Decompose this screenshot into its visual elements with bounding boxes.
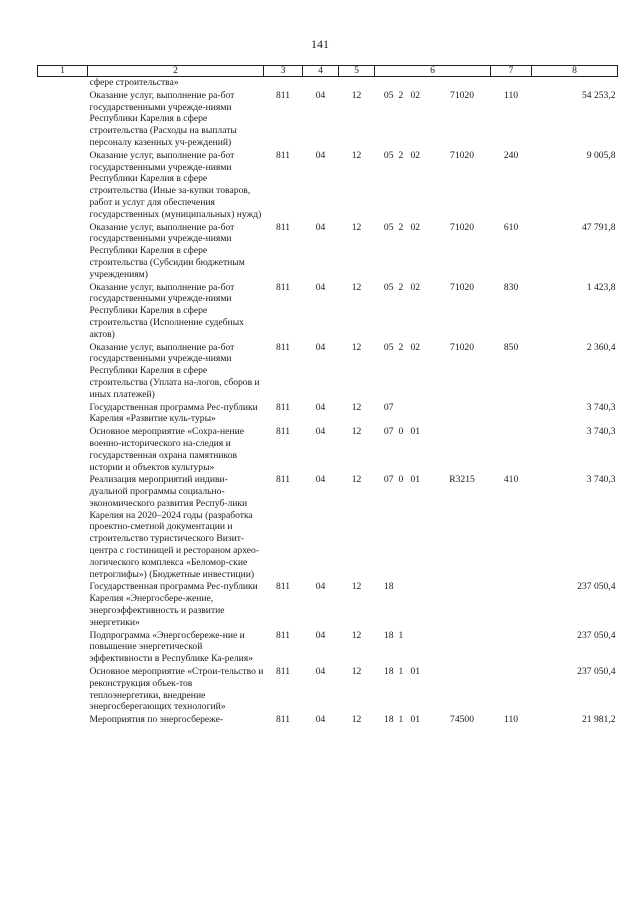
code-col-1 — [38, 90, 88, 150]
program-code: 07 — [383, 401, 394, 413]
header-col-1: 1 — [38, 66, 88, 77]
direction-code: 71020 — [450, 281, 475, 293]
program-code: 18 — [383, 581, 394, 593]
measure-code — [410, 402, 434, 427]
subsection-code: 12 — [351, 714, 362, 726]
header-col-7: 7 — [491, 66, 532, 77]
section-code: 04 — [315, 714, 326, 726]
ministry-code: 811 — [275, 474, 291, 486]
measure-code — [410, 581, 434, 629]
measure-code: 01 — [410, 714, 421, 726]
amount — [532, 77, 618, 90]
amount: 3 740,3 — [586, 401, 616, 413]
section-code: 04 — [315, 474, 326, 486]
row-description: Основное мероприятие «Строи-тельство и реконструкция объек-тов теплоэнергетики, внедрение энергосберегающих технологий» — [89, 666, 264, 713]
expense-type-code — [491, 630, 532, 666]
subsection-code: 12 — [351, 666, 362, 678]
expense-type-code: 110 — [504, 89, 519, 101]
section-code: 04 — [315, 401, 326, 413]
subsection-code: 12 — [351, 89, 362, 101]
row-description: Основное мероприятие «Сохра-нение военно-исторического на-следия и государственная охрана памятников истории и объектов культуры» — [89, 426, 244, 473]
measure-code: 01 — [410, 426, 421, 438]
direction-code — [434, 77, 491, 90]
subsection-code: 12 — [351, 474, 362, 486]
expense-type-code — [491, 77, 532, 90]
program-code: 07 — [383, 474, 394, 486]
code-col-1 — [38, 630, 88, 666]
expense-type-code: 240 — [503, 149, 519, 161]
row-description: Оказание услуг, выполнение ра-бот государственными учрежде-ниями Республики Карелия в сфере строительства (Субсидии бюджетным учреждениям) — [89, 221, 245, 280]
table-row — [38, 714, 618, 727]
section-code: 04 — [315, 581, 326, 593]
subprogram-code: 1 — [398, 629, 404, 641]
table-row — [38, 630, 618, 666]
measure-code: 01 — [410, 666, 421, 678]
row-description: Оказание услуг, выполнение ра-бот государственными учрежде-ниями Республики Карелия в сфере строительства (Расходы на выплаты персоналу казенных уч-реждений) — [89, 89, 237, 148]
measure-code — [410, 630, 434, 666]
ministry-code: 811 — [275, 221, 291, 233]
row-description: Государственная программа Рес-публики Карелия «Энергосбере-жение, энергоэффективность и развитие энергетики» — [89, 581, 258, 628]
row-description: Оказание услуг, выполнение ра-бот государственными учрежде-ниями Республики Карелия в сфере строительства (Иные за-купки товаров, работ и услуг для обеспечения государственных (муниципальных) нужд) — [89, 149, 262, 220]
code-col-1 — [38, 342, 88, 402]
ministry-code: 811 — [275, 341, 291, 353]
amount: 54 253,2 — [581, 89, 616, 101]
expense-type-code: 850 — [503, 341, 519, 353]
amount: 3 740,3 — [586, 426, 616, 438]
header-col-2: 2 — [88, 66, 264, 77]
section-code: 04 — [315, 666, 326, 678]
amount: 237 050,4 — [577, 666, 616, 678]
subsection-code — [339, 77, 375, 90]
amount: 237 050,4 — [577, 629, 616, 641]
direction-code — [434, 426, 491, 474]
code-col-1 — [38, 666, 88, 714]
table-row — [38, 666, 618, 714]
section-code: 04 — [315, 426, 326, 438]
section-code: 04 — [315, 629, 326, 641]
row-description: Реализация мероприятий индиви-дуальной программы социально-экономического развития Респуб-лики Карелия на 2020–2024 годы (разработка проектно-сметной документации и строительство туристического Визит-центра с гостиницей и рестораном архео-логического комплекса «Беломор-ские петроглифы») (Бюджетные инвестиции) — [89, 474, 260, 580]
subprogram-code: 1 — [398, 714, 404, 726]
expense-type-code — [491, 581, 532, 629]
measure-code: 02 — [410, 89, 421, 101]
table-row — [38, 77, 618, 90]
direction-code: R3215 — [449, 474, 475, 486]
ministry-code: 811 — [275, 401, 291, 413]
subsection-code: 12 — [351, 221, 362, 233]
subsection-code: 12 — [351, 281, 362, 293]
code-col-1 — [38, 150, 88, 222]
table-row — [38, 222, 618, 282]
measure-code: 02 — [410, 341, 421, 353]
program-code: 05 — [383, 341, 394, 353]
measure-code: 02 — [410, 149, 421, 161]
expense-type-code — [491, 402, 532, 427]
measure-code: 01 — [410, 474, 421, 486]
amount: 3 740,3 — [586, 474, 616, 486]
program-code: 07 — [383, 426, 394, 438]
expense-type-code — [491, 426, 532, 474]
ministry-code: 811 — [275, 581, 291, 593]
amount: 21 981,2 — [581, 714, 616, 726]
ministry-code: 811 — [275, 426, 291, 438]
program-code: 05 — [383, 221, 394, 233]
table-row — [38, 90, 618, 150]
section-code: 04 — [315, 149, 326, 161]
table-header — [38, 66, 618, 77]
section-code: 04 — [315, 89, 326, 101]
ministry-code: 811 — [275, 281, 291, 293]
amount: 47 791,8 — [581, 221, 616, 233]
amount: 1 423,8 — [586, 281, 616, 293]
subsection-code: 12 — [351, 401, 362, 413]
subprogram-code: 2 — [398, 281, 404, 293]
table-row — [38, 474, 618, 581]
direction-code: 71020 — [450, 89, 475, 101]
ministry-code: 811 — [275, 666, 291, 678]
code-col-1 — [38, 222, 88, 282]
code-col-1 — [38, 426, 88, 474]
section-code — [303, 77, 339, 90]
ministry-code — [264, 77, 303, 90]
subprogram-code — [396, 581, 410, 629]
direction-code: 71020 — [450, 149, 475, 161]
direction-code: 71020 — [450, 341, 475, 353]
expense-type-code: 610 — [503, 221, 519, 233]
program-code: 05 — [383, 149, 394, 161]
direction-code — [434, 402, 491, 427]
section-code: 04 — [315, 281, 326, 293]
direction-code — [434, 630, 491, 666]
subprogram-code: 2 — [398, 89, 404, 101]
row-description: Оказание услуг, выполнение ра-бот государственными учрежде-ниями Республики Карелия в сфере строительства (Исполнение судебных актов) — [89, 281, 244, 340]
subprogram-code: 2 — [398, 149, 404, 161]
subprogram-code: 0 — [398, 426, 404, 438]
amount: 237 050,4 — [577, 581, 616, 593]
program-code: 18 — [383, 714, 394, 726]
header-col-8: 8 — [532, 66, 618, 77]
table-row — [38, 342, 618, 402]
direction-code: 74500 — [450, 714, 475, 726]
subsection-code: 12 — [351, 426, 362, 438]
row-description: Государственная программа Рес-публики Карелия «Развитие куль-туры» — [89, 401, 258, 425]
ministry-code: 811 — [275, 714, 291, 726]
subsection-code: 12 — [351, 581, 362, 593]
header-col-6: 6 — [375, 66, 491, 77]
code-col-1 — [38, 77, 88, 90]
expense-type-code: 410 — [503, 474, 519, 486]
direction-code: 71020 — [450, 221, 475, 233]
program-code: 18 — [383, 666, 394, 678]
program-code: 05 — [383, 89, 394, 101]
subsection-code: 12 — [351, 629, 362, 641]
table-row — [38, 581, 618, 629]
expense-type-code: 830 — [503, 281, 519, 293]
table-row — [38, 402, 618, 427]
row-description: Мероприятия по энергосбереже- — [89, 714, 224, 726]
amount: 9 005,8 — [586, 149, 616, 161]
row-description: Подпрограмма «Энергосбереже-ние и повышение энергетической эффективности в Республике Ка-релия» — [89, 629, 253, 665]
direction-code — [434, 666, 491, 714]
header-col-3: 3 — [264, 66, 303, 77]
code-col-1 — [38, 402, 88, 427]
subprogram-code: 2 — [398, 221, 404, 233]
measure-code: 02 — [410, 281, 421, 293]
code-col-1 — [38, 474, 88, 581]
subprogram-code — [396, 77, 410, 90]
section-code: 04 — [315, 221, 326, 233]
ministry-code: 811 — [275, 89, 291, 101]
code-col-1 — [38, 714, 88, 727]
row-description: сфере строительства» — [89, 77, 179, 88]
subsection-code: 12 — [351, 341, 362, 353]
expense-type-code: 110 — [504, 714, 519, 726]
ministry-code: 811 — [275, 149, 291, 161]
code-col-1 — [38, 581, 88, 629]
program-code — [375, 77, 396, 90]
program-code: 05 — [383, 281, 394, 293]
header-col-4: 4 — [303, 66, 339, 77]
program-code: 18 — [383, 629, 394, 641]
subprogram-code — [396, 402, 410, 427]
page-number: 141 — [311, 37, 329, 51]
table-body — [38, 77, 618, 728]
direction-code — [434, 581, 491, 629]
amount: 2 360,4 — [586, 341, 616, 353]
table-row — [38, 282, 618, 342]
subprogram-code: 0 — [398, 474, 404, 486]
row-description: Оказание услуг, выполнение ра-бот государственными учрежде-ниями Республики Карелия в сфере строительства (Уплата на-логов, сборов и иных платежей) — [89, 341, 260, 400]
ministry-code: 811 — [275, 629, 291, 641]
subprogram-code: 1 — [398, 666, 404, 678]
measure-code — [410, 77, 434, 90]
expense-type-code — [491, 666, 532, 714]
header-col-5: 5 — [339, 66, 375, 77]
budget-table — [37, 65, 618, 727]
subprogram-code: 2 — [398, 341, 404, 353]
subsection-code: 12 — [351, 149, 362, 161]
table-row — [38, 150, 618, 222]
section-code: 04 — [315, 341, 326, 353]
code-col-1 — [38, 282, 88, 342]
measure-code: 02 — [410, 221, 421, 233]
table-row — [38, 426, 618, 474]
